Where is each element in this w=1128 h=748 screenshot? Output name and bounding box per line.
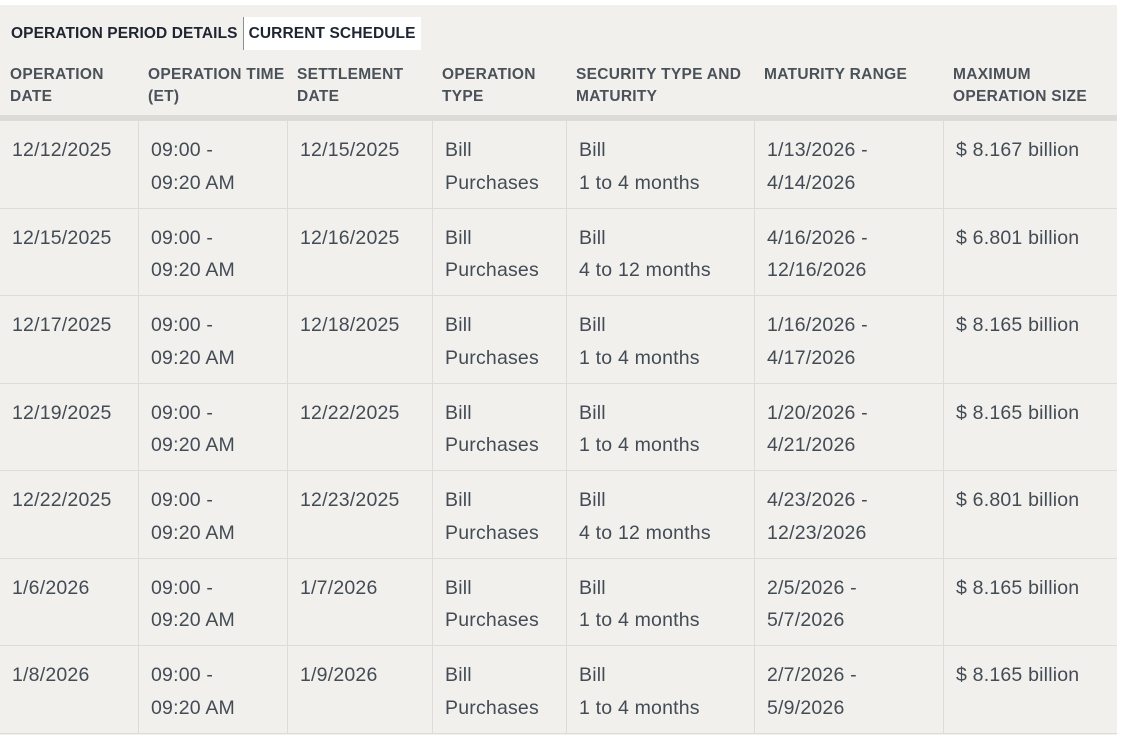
operation-time-start: 09:00 - [151, 314, 214, 336]
settlement-date: 12/16/2025 [300, 226, 400, 249]
maturity-range-start: 1/20/2026 - [767, 401, 868, 424]
operation-type-line1: Bill [445, 226, 472, 249]
operation-date-cell [12, 471, 112, 558]
settlement-date-cell [287, 471, 400, 558]
operation-time-end: 09:20 AM [151, 259, 235, 281]
operation-date-cell [12, 646, 90, 733]
column-header-line: MATURITY RANGE [764, 66, 908, 83]
tab-operation-period-details[interactable]: OPERATION PERIOD DETAILS [6, 17, 244, 50]
operation-date: 12/22/2025 [12, 489, 112, 511]
operation-time-end: 09:20 AM [151, 346, 235, 369]
table-row [0, 384, 1117, 472]
operation-time-end: 09:20 AM [151, 521, 235, 544]
settlement-date-cell [287, 559, 378, 646]
maturity-range-cell [754, 296, 868, 383]
maturity-range-start: 4/23/2026 - [767, 489, 868, 511]
operation-type-cell [432, 296, 539, 383]
maximum-operation-size: $ 6.801 billion [956, 489, 1080, 511]
operation-type-line2: Purchases [445, 521, 539, 544]
maximum-operation-size: $ 8.165 billion [956, 401, 1080, 424]
operation-time-start: 09:00 - [151, 401, 214, 424]
column-header-maximum-operation-size [953, 64, 1087, 108]
column-header-line: OPERATION [442, 66, 536, 83]
maturity-range-cell [754, 384, 868, 471]
maximum-operation-size: $ 8.165 billion [956, 314, 1080, 336]
operation-time-cell [138, 121, 235, 208]
maturity-range-end: 4/14/2026 [767, 171, 856, 194]
maturity-range-cell [754, 559, 857, 646]
operation-type-line2: Purchases [445, 696, 539, 719]
column-header-line: DATE [10, 88, 53, 105]
column-header-settlement-date [297, 64, 403, 108]
operation-time-cell [138, 296, 235, 383]
operation-time-start: 09:00 - [151, 489, 214, 511]
settlement-date: 12/18/2025 [300, 314, 400, 336]
operation-type-line2: Purchases [445, 171, 539, 194]
operation-type-cell [432, 471, 539, 558]
security-type: Bill [579, 226, 606, 249]
operation-type-line2: Purchases [445, 346, 539, 369]
operation-type-cell [432, 209, 539, 296]
column-header-security-type [576, 64, 741, 108]
tab-current-schedule[interactable]: CURRENT SCHEDULE [244, 17, 421, 50]
maximum-operation-size-cell [943, 296, 1079, 383]
maturity-range-end: 5/7/2026 [767, 609, 845, 631]
security-maturity: 1 to 4 months [579, 346, 700, 369]
operation-time-cell [138, 559, 235, 646]
settlement-date-cell [287, 384, 400, 471]
settlement-date-cell [287, 209, 400, 296]
operation-time-end: 09:20 AM [151, 696, 235, 719]
maturity-range-cell [754, 646, 857, 733]
security-type: Bill [579, 314, 606, 336]
maturity-range-start: 2/7/2026 - [767, 664, 857, 686]
operation-date-cell [12, 296, 112, 383]
maturity-range-end: 4/17/2026 [767, 346, 856, 369]
security-type: Bill [579, 139, 606, 161]
column-header-line: MAXIMUM [953, 66, 1031, 83]
operation-time-end: 09:20 AM [151, 434, 235, 456]
security-maturity: 4 to 12 months [579, 521, 711, 544]
maximum-operation-size: $ 8.165 billion [956, 576, 1080, 599]
security-type: Bill [579, 664, 606, 686]
security-type: Bill [579, 401, 606, 424]
security-type-cell [566, 384, 700, 471]
settlement-date: 1/9/2026 [300, 664, 378, 686]
maturity-range-end: 5/9/2026 [767, 696, 845, 719]
operation-type-line2: Purchases [445, 434, 539, 456]
operation-type-cell [432, 559, 539, 646]
column-header-line: SETTLEMENT [297, 66, 404, 83]
column-header-line: (ET) [148, 88, 180, 105]
maturity-range-end: 12/16/2026 [767, 259, 867, 281]
security-maturity: 1 to 4 months [579, 434, 700, 456]
table-row [0, 296, 1117, 384]
maximum-operation-size: $ 8.165 billion [956, 664, 1080, 686]
table-header [0, 64, 1117, 114]
operation-date-cell [12, 559, 90, 646]
maturity-range-start: 1/13/2026 - [767, 139, 868, 161]
maximum-operation-size-cell [943, 209, 1079, 296]
operation-time-start: 09:00 - [151, 226, 214, 249]
operation-date-cell [12, 121, 112, 208]
security-type: Bill [579, 576, 606, 599]
maturity-range-start: 1/16/2026 - [767, 314, 868, 336]
settlement-date-cell [287, 296, 400, 383]
maturity-range-cell [754, 121, 868, 208]
operation-time-end: 09:20 AM [151, 171, 235, 194]
operation-time-start: 09:00 - [151, 139, 214, 161]
operation-type-line1: Bill [445, 664, 472, 686]
operation-time-cell [138, 209, 235, 296]
settlement-date-cell [287, 121, 400, 208]
operation-time-end: 09:20 AM [151, 609, 235, 631]
settlement-date: 12/22/2025 [300, 401, 400, 424]
operation-date: 12/15/2025 [12, 226, 112, 249]
column-header-operation-date [10, 64, 104, 108]
settlement-date: 12/15/2025 [300, 139, 400, 161]
security-maturity: 1 to 4 months [579, 609, 700, 631]
table-row [0, 209, 1117, 297]
maturity-range-cell [754, 471, 868, 558]
column-header-line: TYPE [442, 88, 484, 105]
security-maturity: 1 to 4 months [579, 696, 700, 719]
maximum-operation-size-cell [943, 559, 1079, 646]
maximum-operation-size-cell [943, 646, 1079, 733]
operation-type-line1: Bill [445, 314, 472, 336]
operation-date: 12/12/2025 [12, 139, 112, 161]
operation-type-line2: Purchases [445, 259, 539, 281]
operation-type-line1: Bill [445, 401, 472, 424]
operation-type-line1: Bill [445, 489, 472, 511]
maximum-operation-size: $ 8.167 billion [956, 139, 1080, 161]
column-header-line: OPERATION TIME [148, 66, 285, 83]
maximum-operation-size: $ 6.801 billion [956, 226, 1080, 249]
column-header-operation-type [442, 64, 536, 108]
security-type-cell [566, 121, 700, 208]
maximum-operation-size-cell [943, 121, 1079, 208]
settlement-date-cell [287, 646, 378, 733]
maturity-range-end: 12/23/2026 [767, 521, 867, 544]
operation-date-cell [12, 384, 112, 471]
operation-date: 12/19/2025 [12, 401, 112, 424]
maximum-operation-size-cell [943, 471, 1079, 558]
operation-time-start: 09:00 - [151, 576, 214, 599]
settlement-date: 12/23/2025 [300, 489, 400, 511]
security-type-cell [566, 209, 711, 296]
table-row [0, 646, 1117, 734]
security-maturity: 1 to 4 months [579, 171, 700, 194]
table-row [0, 471, 1117, 559]
security-maturity: 4 to 12 months [579, 259, 711, 281]
maturity-range-start: 4/16/2026 - [767, 226, 868, 249]
maturity-range-cell [754, 209, 868, 296]
column-header-line: MATURITY [576, 88, 658, 105]
maximum-operation-size-cell [943, 384, 1079, 471]
column-header-operation-time [148, 64, 285, 108]
table-row [0, 121, 1117, 209]
operation-time-cell [138, 471, 235, 558]
operation-date: 1/6/2026 [12, 576, 90, 599]
column-header-maturity-range [764, 64, 907, 86]
column-header-line: SECURITY TYPE AND [576, 66, 742, 83]
security-type-cell [566, 559, 700, 646]
operation-time-cell [138, 384, 235, 471]
operation-date: 1/8/2026 [12, 664, 90, 686]
operation-type-line1: Bill [445, 576, 472, 599]
security-type-cell [566, 296, 700, 383]
column-header-line: OPERATION SIZE [953, 88, 1087, 105]
operation-type-cell [432, 384, 539, 471]
maturity-range-end: 4/21/2026 [767, 434, 856, 456]
security-type-cell [566, 646, 700, 733]
operation-type-cell [432, 121, 539, 208]
settlement-date: 1/7/2026 [300, 576, 378, 599]
table-row [0, 559, 1117, 647]
operation-time-cell [138, 646, 235, 733]
operation-date: 12/17/2025 [12, 314, 112, 336]
column-header-line: OPERATION [10, 66, 104, 83]
schedule-table-body [0, 121, 1117, 734]
security-type: Bill [579, 489, 606, 511]
operation-type-cell [432, 646, 539, 733]
operation-time-start: 09:00 - [151, 664, 214, 686]
operation-date-cell [12, 209, 112, 296]
tab-bar [6, 17, 421, 50]
security-type-cell [566, 471, 711, 558]
operation-type-line2: Purchases [445, 609, 539, 631]
column-header-line: DATE [297, 88, 340, 105]
maturity-range-start: 2/5/2026 - [767, 576, 857, 599]
operation-type-line1: Bill [445, 139, 472, 161]
